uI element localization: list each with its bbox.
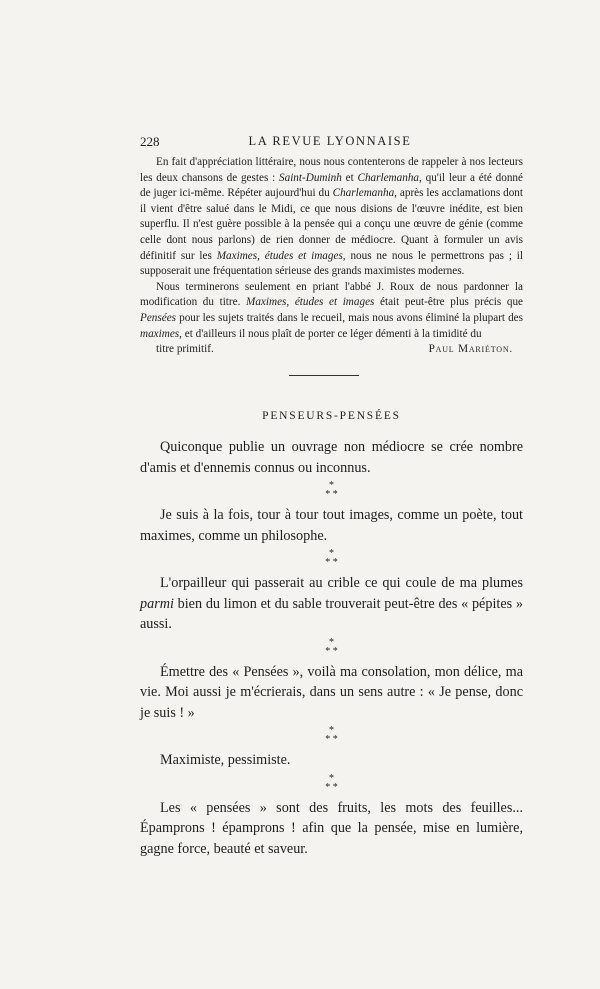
work-title: Charlemanha — [332, 187, 395, 200]
maxims-list — [140, 437, 523, 859]
maxim: L'orpailleur qui passerait au crible ce qui coule de ma plumes parmi bien du limon et du sable trouverait peut-être des « pépites » aussi. — [140, 575, 523, 632]
review-paragraph: En fait d'appréciation littéraire, nous nous contenterons de rappeler à nos lecteurs les deux chansons de gestes : Saint-Duminh et Charlemanha, qu'il leur a été donné de juger ici-même. Répéter aujourd'hui du Charlemanha, après les acclamations dont il vient d'être salué dans le Midi, ce que nous disions de l'œuvre inédite, est bien superflu. Il n'est guère possible à la pensée qui a conçu une œuvre de génie (comme celle dont nous parlons) de rien donner de médiocre. Quant à formuler un avis définitif sur les Maximes, études et images, nous ne nous le permettrons pas ; il supposerait une fréquentation sérieuse des grands maximistes modernes. — [140, 156, 524, 278]
signature-line: titre primitif. Paul Mariéton. — [140, 342, 523, 358]
maxim: Je suis à la fois, tour à tour tout images, comme un poète, tout maximes, comme un philosophe. — [140, 507, 523, 544]
asterism: * * * — [325, 480, 338, 500]
page-number: 228 — [140, 134, 160, 149]
work-title: Saint-Duminh — [279, 171, 342, 184]
asterism: * * * — [325, 548, 338, 568]
section-divider — [289, 375, 359, 376]
journal-title: LA REVUE LYONNAISE — [248, 134, 412, 148]
asterism: * * * — [325, 772, 338, 793]
asterism: * * * — [325, 636, 338, 657]
maxim: Émettre des « Pensées », voilà ma consolation, mon délice, ma vie. Moi aussi je m'écrierais, dans un sens autre : « Je pense, donc je suis ! » — [140, 663, 523, 721]
work-title: Maximes, études et images — [216, 249, 343, 262]
work-title: maximes — [140, 327, 180, 340]
work-title: Maximes, études et images — [246, 296, 375, 309]
emphasized-word: parmi — [140, 595, 174, 612]
author-signature: Paul Mariéton. — [428, 343, 513, 356]
maxim: Les « pensées » sont des fruits, les mots des feuilles... Épamprons ! épamprons ! afin que la pensée, mise en lumière, gagne force, beauté et saveur. — [140, 799, 523, 857]
section-title: PENSEURS-PENSÉES — [262, 410, 401, 422]
asterism: * * * — [325, 725, 338, 745]
work-title: Charlemanha — [357, 171, 420, 184]
work-title: Pensées — [140, 311, 177, 324]
review-text — [140, 155, 523, 358]
review-paragraph: Nous terminerons seulement en priant l'abbé J. Roux de nous pardonner la modification du titre. Maximes, études et images était peut-être plus précis que Pensées pour les sujets traités dans le recueil, mais nous avons éliminé la plupart des maximes, et d'ailleurs il nous plaît de porter ce léger démenti à la timidité du — [140, 280, 524, 340]
running-head — [140, 134, 520, 152]
maxim: Maximiste, pessimiste. — [160, 752, 291, 768]
maxim: Quiconque publie un ouvrage non médiocre se crée nombre d'amis et d'ennemis connus ou inconnus. — [140, 439, 523, 476]
